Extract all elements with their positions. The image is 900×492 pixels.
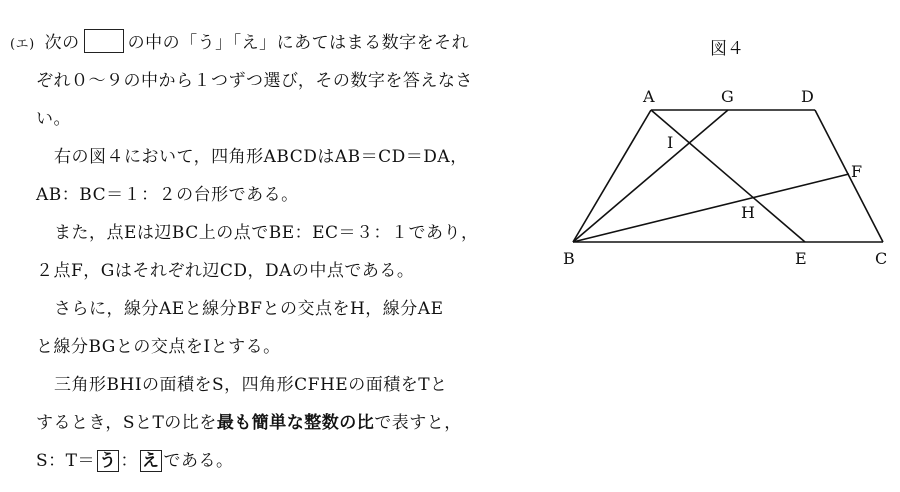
para1-line1: 右の図４において，四角形ABCDはAB＝CD＝DA， (54, 147, 468, 167)
answer-box-e: え (142, 451, 160, 471)
text-segment: で表すと， (374, 413, 462, 433)
text-segment: 次の (44, 33, 80, 53)
emphasis-text: 最も簡単な整数の比 (216, 413, 375, 433)
label-F: F (851, 162, 863, 181)
para4-line1: 三角形BHIの面積をS，四角形CFHEの面積をTと (54, 375, 448, 395)
figure-title: 図４ (710, 39, 744, 59)
para3-line1: さらに，線分AEと線分BFとの交点をH，線分AE (54, 299, 444, 319)
figure-4 (555, 20, 900, 280)
text-segment: である。 (163, 451, 234, 471)
label-A: A (643, 87, 655, 106)
blank-box (84, 29, 124, 53)
label-B: B (563, 249, 575, 268)
label-C: C (875, 249, 888, 268)
text-segment: の中の「う」「え」にあてはまる数字をそれ (127, 33, 470, 53)
problem-line-2: ぞれ０～９の中から１つずつ選び，その数字を答えなさ (36, 71, 473, 91)
segment-DC (815, 110, 883, 242)
text-segment: ： (120, 451, 138, 471)
label-I: I (667, 133, 674, 152)
para4-line2 (10, 404, 530, 442)
segment-AE (651, 110, 805, 242)
segment-AB (573, 110, 651, 242)
label-G: G (721, 87, 734, 106)
para3-line2: と線分BGとの交点をIとする。 (36, 337, 281, 357)
para1-line2: AB：BC＝１：２の台形である。 (36, 185, 299, 205)
problem-line-3: い。 (36, 109, 71, 129)
text-segment: するとき，SとTの比を (36, 413, 217, 433)
problem-text (10, 24, 530, 480)
label-E: E (795, 249, 807, 268)
answer-box-u: う (99, 451, 117, 471)
para2-line1: また，点Eは辺BC上の点でBE：EC＝３：１であり， (54, 223, 479, 243)
problem-line-1 (10, 24, 530, 62)
label-D: D (801, 87, 814, 106)
text-segment: S：T＝ (36, 451, 95, 471)
para4-line3 (10, 442, 530, 480)
label-H: H (741, 203, 755, 222)
trapezoid-diagram (555, 20, 900, 280)
problem-marker: (エ) (10, 37, 35, 52)
para2-line2: ２点F，Gはそれぞれ辺CD，DAの中点である。 (36, 261, 415, 281)
segment-BF (573, 174, 849, 242)
